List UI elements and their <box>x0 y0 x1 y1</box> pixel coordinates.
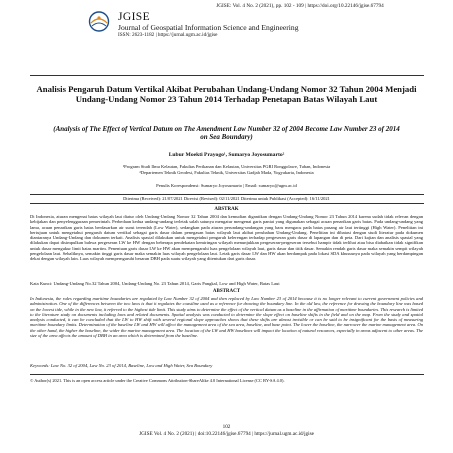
affiliation-2: ²Departemen Teknik Geodesi, Fakultas Teknik, Universitas Gadjah Mada, Yogyakarta, Indonesia <box>139 170 314 175</box>
journal-masthead <box>118 11 418 39</box>
journal-logo-icon <box>88 11 110 32</box>
article-dates: Diterima (Received): 21/07/2021 Direvisi (Revised): 02/11/2021 Diterima untuk Publikasi (Accepted): 16/11/2021 <box>123 196 330 201</box>
journal-abbrev: JGISE <box>118 11 151 23</box>
abstract-text: In Indonesia, the rules regarding maritime boundaries are regulated by Law Number 32 of 2004 and then replaced by Law Number 23 of 2014 because it is no longer relevant to current government policies and administration. One of the differences between the two laws is that it regulates the coastline used as a reference for drawing the boundary line. In the old law, the reference for drawing the boundary line was based on the lowest tide, while in the new law, it referred to the highest tide limit. This study aims to determine the effect of the vertical datum as a baseline in the affirmation of maritime boundaries. This research is limited to the literature study on documents including laws and related documents. Spatial analysis was conducted to determine the slope effect on baseline shifts in the field and on the map. From the study and spatial analysis conducted, it can be concluded that the LW to HW shift with several regional slope approaches shows that these shifts are almost invisible or can be said to be insignificant for the basis of measuring maritime boundary limits. Determination of the baseline LW and HW will affect the management area of the sea area, baseline, and base point. The lower the baseline, the narrower the marine management area. On the other hand, the higher the baseline, the wider the marine management area. The location of the LW and HW baselines will impact the location of natural resources, especially in areas adjacent to other areas. The size of the area affects the amount of DBH in an area which is determined from the baseline. <box>30 296 423 338</box>
dates-divider-top <box>30 194 424 195</box>
kata-kunci: Kata Kunci: Undang-Undang No.32 Tahun 2004, Undang-Undang No. 23 Tahun 2014, Garis Pangkal, Low and High Water, Batas Laut <box>30 281 280 286</box>
article-title: Analisis Pengaruh Datum Vertikal Akibat Perubahan Undang-Undang Nomor 32 Tahun 2004 Menjadi Undang-Undang Nomor 23 Tahun 2014 Terhadap Penetapan Batas Wilayah Laut <box>36 84 417 105</box>
article-subtitle: (Analysis of The Effect of Vertical Datum on The Amendment Law Number 32 of 2004 Become Law Number 23 of 2014 on Sea Boundary) <box>53 125 400 142</box>
article-authors: Lubur Moekti Prayogo¹, Sumaryo Joyosumarto² <box>168 152 285 158</box>
header-divider <box>30 75 424 76</box>
running-header: JGISE: Vol. 4 No. 2 (2021), pp. 102 - 109 | https://doi.org/10.22146/jgise.67794 <box>216 3 384 9</box>
corresponding-author: Penulis Korespondensi: Sumaryo Joyosumarto | Email: sumaryo@ugm.ac.id <box>156 183 297 188</box>
license-divider <box>30 374 424 375</box>
abstract-heading: ABSTRACT <box>212 289 241 294</box>
abstrak-heading: ABSTRAK <box>214 207 239 212</box>
footer-citation: JGISE Vol. 4 No. 2 (2021) | doi:10.22146/jgise.67794 | https://jurnal.ugm.ac.id/jgise <box>139 431 314 437</box>
keywords: Keywords: Law No. 32 of 2004, Law No. 23 of 2014, Baseline, Low and High Water, Sea Boundary <box>30 363 213 368</box>
affiliation-1: ¹Program Studi Ilmu Kelautan, Fakultas Perikanan dan Kelautan, Universitas PGRI Ronggolawe, Tuban, Indonesia <box>122 164 331 169</box>
license-notice <box>30 378 430 383</box>
license-text: © Author(s) 2021. This is an open access article under the Creative Commons Attribution-ShareAlike 4.0 International License (CC BY-SA 4.0). <box>30 378 285 383</box>
page-number: 102 <box>222 424 231 430</box>
journal-issn: ISSN: 2623-1182 | https://jurnal.ugm.ac.id/jgise <box>118 32 218 38</box>
dates-divider-bottom <box>30 203 424 204</box>
abstrak-text: Di Indonesia, aturan mengenai batas wilayah laut diatur oleh Undang-Undang Nomor 32 Tahun 2004 dan kemudian digantikan dengan Undang-Undang Nomor 23 Tahun 2014 karena sudah tidak relevan dengan kebijakan dan penyelenggaraan pemerintah. Perbedaan kedua undang-undang terletak salah satunya mengatur mengenai garis pantai yang digunakan sebagai acuan penarikan garis batas. Pada undang-undang yang lama, acuan penarikan garis batas berdasarkan air surut terendah (Low Water), sedangkan pada aturan perundang-undangan yang baru mengacu pada batas pasang air laut tertinggi (High Water). Penelitian ini bertujuan untuk mengetahui pengaruh datum vertikal sebagai garis dasar dalam penegasan batas wilayah laut akibat perubahan Undang-Undang. Penelitian ini dibatasi dengan studi literatur pada dokumen diantaranya Undang-Undang dan dokumen terkait. Analisis spasial dilakukan untuk mengetahui pengaruh kelerengan terhadap pergeseran garis dasar di lapangan dan di peta. Dari kajian dan analisis spasial yang dilakukan dapat disimpulkan bahwa pergeseran LW ke HW dengan beberapa pendekatan kemiringan wilayah menunjukkan pergeseran-pergeseran tersebut hampir tidak terlihat atau bisa diabaikan tidak signifikan untuk dasar mengukur limit batas martim. Penentuan garis dasar LW ke HW akan mempengaruhi luas pengelolaan wilayah laut, garis dasar dan titik dasar. Semakin rendah garis dasar maka semakin sempit wilayah pengelolaan laut. Sebaliknya, semakin tinggi garis dasar maka semakin luas wilayah pengelolaan laut. Letak garis dasar LW dan HW akan berdampak pada lokasi SDA khususnya pada wilayah yang berdampingan dekat dengan wilayah lain. Luas wilayah memperngaruhi besaran DBH pada suatu wilayah yang ditentukan dari garis dasar. <box>30 214 423 261</box>
journal-name: Journal of Geospatial Information Science and Engineering <box>118 23 299 32</box>
